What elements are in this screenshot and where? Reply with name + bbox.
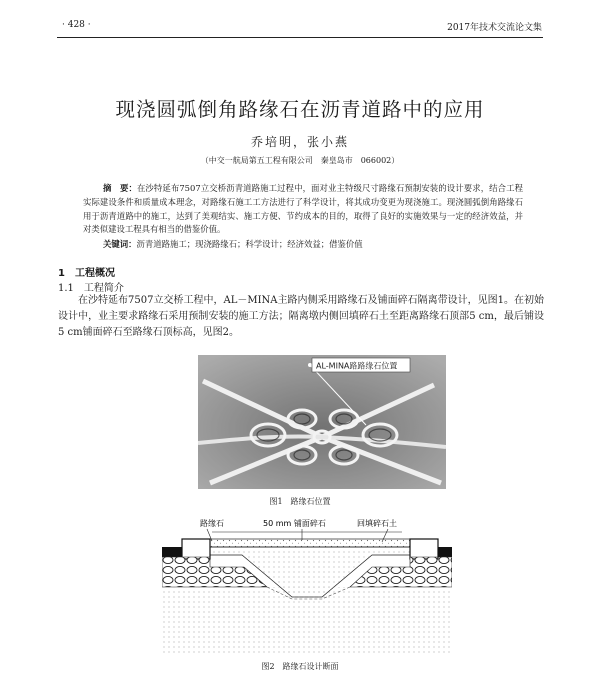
asphalt-left [162,547,182,557]
curb-cross-section-diagram [162,515,452,653]
figure1-label: AL-MINA路路缘石位置 [316,361,398,371]
header-rule [57,37,543,38]
figure1-caption: 图1 路缘石位置 [269,497,331,506]
keywords-label: 关键词： [103,239,137,249]
label-curb: 路缘石 [200,519,224,528]
abstract-label: 摘 要： [103,183,137,193]
paving-gravel-layer [210,539,410,547]
paper-title: 现浇圆弧倒角路缘石在沥青道路中的应用 [115,98,485,121]
base-course-right [350,557,452,587]
abstract-line: 角路缘石用于沥青道路中的施工，达到了美观结实、施工方便、节约成本的目的，取得了良好的实施效果与一定 [83,196,523,221]
page-number: · 428 · [62,20,91,30]
affiliation: （中交一航局第五工程有限公司 秦皇岛市 066002） [200,156,400,165]
abstract-line: 在沙特延布7507立交桥沥青道路施工过程中，面对业主特级尺寸路缘石预制安装的设计要求，结合 [136,183,507,193]
authors: 乔培明，张小燕 [250,135,349,149]
asphalt-right [438,547,452,557]
body-line: 后铺设5 cm铺面碎石至路缘石顶标高，见图2。 [58,311,545,338]
label-backfill: 回填碎石土 [357,519,397,528]
body-line: 初始设计中，业主要求路缘石采用预制安装的施工方法；隔离墩内侧回填碎石土至距离路缘石顶部5 cm，最 [58,295,545,322]
curb-left [182,539,210,559]
abstract-line: 工程实际建设条件和质量成本理念，对路缘石施工工方法进行了科学设计，将其成功变更为现浇施工。现浇圆弧倒 [83,183,524,207]
abstract-line: 的经济效益，并对类似建设工程具有相当的借鉴价值。 [83,210,523,235]
body-line: 在沙特延布7507立交桥工程中，AL－MINA主路内侧采用路缘石及铺面碎石隔离带设计，见图1。在 [78,295,524,306]
keywords [103,238,363,250]
label-paving-gravel: 50 mm 铺面碎石 [263,519,326,528]
subsection-heading: 1.1 工程简介 [58,283,124,294]
figure2-caption: 图2 路缘石设计断面 [261,662,339,671]
keywords-text: 沥青道路施工；现浇路缘石；科学设计；经济效益；借鉴价值 [136,239,363,249]
interchange-aerial-photo [198,355,446,489]
section-heading: 1 工程概况 [58,268,115,279]
running-header: 2017年技术交流论文集 [447,23,542,33]
subgrade [162,587,452,653]
curb-right [410,539,438,559]
abstract [83,182,523,237]
body-paragraph [58,293,544,341]
